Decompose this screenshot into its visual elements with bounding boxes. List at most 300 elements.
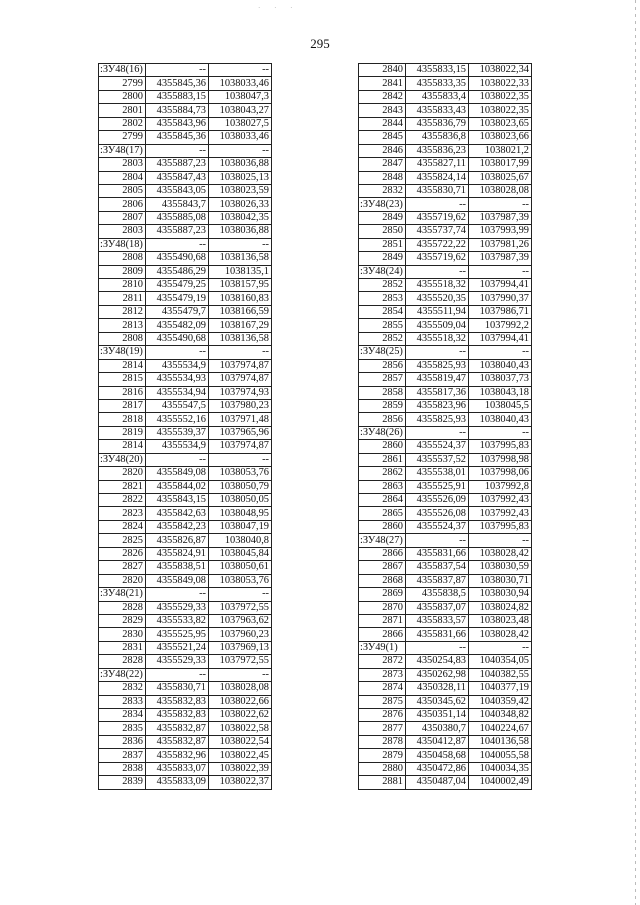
- y-coordinate: 1037972,55: [209, 601, 272, 614]
- table-row: [99, 413, 272, 426]
- scan-edge: [635, 0, 636, 905]
- y-coordinate: 1038166,59: [209, 305, 272, 318]
- table-row: [99, 171, 272, 184]
- x-coordinate: 4355833,57: [406, 614, 469, 627]
- point-number: 2815: [99, 373, 146, 386]
- x-coordinate: 4355479,7: [146, 305, 209, 318]
- point-number: 2841: [359, 77, 406, 90]
- point-number: 2814: [99, 440, 146, 453]
- y-coordinate: 1038047,3: [209, 90, 272, 103]
- point-number: 2840: [359, 64, 406, 77]
- x-coordinate: 4355833,35: [406, 77, 469, 90]
- coordinates-table-left: [98, 63, 272, 790]
- x-coordinate: 4355842,63: [146, 507, 209, 520]
- table-row: [99, 601, 272, 614]
- section-x-placeholder: --: [406, 534, 469, 547]
- x-coordinate: 4355482,09: [146, 319, 209, 332]
- table-row: [359, 184, 532, 197]
- x-coordinate: 4355832,96: [146, 749, 209, 762]
- point-number: 2849: [359, 252, 406, 265]
- x-coordinate: 4355830,71: [146, 682, 209, 695]
- section-label: :ЗУ48(16): [99, 64, 146, 77]
- x-coordinate: 4355547,5: [146, 399, 209, 412]
- y-coordinate: 1038167,29: [209, 319, 272, 332]
- table-row: [359, 332, 532, 345]
- point-number: 2820: [99, 574, 146, 587]
- x-coordinate: 4355825,93: [406, 413, 469, 426]
- point-number: 2832: [99, 682, 146, 695]
- x-coordinate: 4355844,02: [146, 480, 209, 493]
- table-row: [99, 749, 272, 762]
- x-coordinate: 4355843,96: [146, 117, 209, 130]
- y-coordinate: 1038017,99: [469, 158, 532, 171]
- point-number: 2862: [359, 467, 406, 480]
- y-coordinate: 1040354,05: [469, 655, 532, 668]
- section-label: :ЗУ48(25): [359, 346, 406, 359]
- table-row: [99, 762, 272, 775]
- point-number: 2868: [359, 574, 406, 587]
- point-number: 2808: [99, 332, 146, 345]
- x-coordinate: 4355833,4: [406, 90, 469, 103]
- point-number: 2846: [359, 144, 406, 157]
- table-row: [359, 480, 532, 493]
- y-coordinate: 1038022,62: [209, 709, 272, 722]
- point-number: 2857: [359, 373, 406, 386]
- table-row: [359, 574, 532, 587]
- x-coordinate: 4355817,36: [406, 386, 469, 399]
- point-number: 2832: [359, 184, 406, 197]
- x-coordinate: 4355832,83: [146, 695, 209, 708]
- x-coordinate: 4350262,98: [406, 668, 469, 681]
- y-coordinate: 1038028,42: [469, 547, 532, 560]
- y-coordinate: 1038023,48: [469, 614, 532, 627]
- x-coordinate: 4355533,82: [146, 614, 209, 627]
- y-coordinate: 1040136,58: [469, 735, 532, 748]
- table-row: [359, 104, 532, 117]
- y-coordinate: 1038048,95: [209, 507, 272, 520]
- section-header-row: [99, 238, 272, 251]
- x-coordinate: 4350328,11: [406, 682, 469, 695]
- point-number: 2848: [359, 171, 406, 184]
- x-coordinate: 4355722,22: [406, 238, 469, 251]
- x-coordinate: 4355843,15: [146, 494, 209, 507]
- x-coordinate: 4355524,37: [406, 440, 469, 453]
- point-number: 2861: [359, 453, 406, 466]
- table-row: [359, 628, 532, 641]
- x-coordinate: 4355836,23: [406, 144, 469, 157]
- point-number: 2870: [359, 601, 406, 614]
- y-coordinate: 1037990,37: [469, 292, 532, 305]
- table-row: [359, 614, 532, 627]
- table-row: [359, 695, 532, 708]
- y-coordinate: 1037992,8: [469, 480, 532, 493]
- y-coordinate: 1038043,27: [209, 104, 272, 117]
- section-header-row: [359, 198, 532, 211]
- y-coordinate: 1038036,88: [209, 225, 272, 238]
- x-coordinate: 4355490,68: [146, 332, 209, 345]
- x-coordinate: 4355833,09: [146, 776, 209, 789]
- table-row: [99, 225, 272, 238]
- point-number: 2873: [359, 668, 406, 681]
- point-number: 2818: [99, 413, 146, 426]
- y-coordinate: 1038053,76: [209, 467, 272, 480]
- table-row: [99, 426, 272, 439]
- point-number: 2829: [99, 614, 146, 627]
- y-coordinate: 1038023,65: [469, 117, 532, 130]
- y-coordinate: 1037998,06: [469, 467, 532, 480]
- x-coordinate: 4350345,62: [406, 695, 469, 708]
- section-label: :ЗУ48(19): [99, 346, 146, 359]
- x-coordinate: 4355843,7: [146, 198, 209, 211]
- section-header-row: [359, 346, 532, 359]
- point-number: 2865: [359, 507, 406, 520]
- table-row: [99, 373, 272, 386]
- table-row: [359, 292, 532, 305]
- y-coordinate: 1038050,05: [209, 494, 272, 507]
- y-coordinate: 1037981,26: [469, 238, 532, 251]
- x-coordinate: 4355833,43: [406, 104, 469, 117]
- point-number: 2813: [99, 319, 146, 332]
- point-number: 2838: [99, 762, 146, 775]
- point-number: 2834: [99, 709, 146, 722]
- y-coordinate: 1038023,66: [469, 131, 532, 144]
- point-number: 2805: [99, 184, 146, 197]
- y-coordinate: 1040377,19: [469, 682, 532, 695]
- section-header-row: [359, 641, 532, 654]
- section-y-placeholder: --: [209, 453, 272, 466]
- section-header-row: [99, 346, 272, 359]
- y-coordinate: 1037974,93: [209, 386, 272, 399]
- table-row: [99, 695, 272, 708]
- table-row: [359, 440, 532, 453]
- x-coordinate: 4355521,24: [146, 641, 209, 654]
- x-coordinate: 4350380,7: [406, 722, 469, 735]
- point-number: 2860: [359, 440, 406, 453]
- y-coordinate: 1038040,43: [469, 359, 532, 372]
- x-coordinate: 4350487,04: [406, 776, 469, 789]
- section-x-placeholder: --: [146, 144, 209, 157]
- y-coordinate: 1037971,48: [209, 413, 272, 426]
- point-number: 2849: [359, 211, 406, 224]
- x-coordinate: 4355831,66: [406, 547, 469, 560]
- table-row: [359, 171, 532, 184]
- table-row: [359, 682, 532, 695]
- x-coordinate: 4355836,8: [406, 131, 469, 144]
- point-number: 2879: [359, 749, 406, 762]
- point-number: 2823: [99, 507, 146, 520]
- table-row: [359, 64, 532, 77]
- x-coordinate: 4355525,91: [406, 480, 469, 493]
- section-y-placeholder: --: [209, 588, 272, 601]
- y-coordinate: 1038022,39: [209, 762, 272, 775]
- y-coordinate: 1037993,99: [469, 225, 532, 238]
- table-row: [99, 184, 272, 197]
- table-row: [359, 762, 532, 775]
- section-x-placeholder: --: [146, 64, 209, 77]
- y-coordinate: 1038030,59: [469, 561, 532, 574]
- point-number: 2844: [359, 117, 406, 130]
- point-number: 2799: [99, 77, 146, 90]
- section-y-placeholder: --: [469, 426, 532, 439]
- y-coordinate: 1038043,18: [469, 386, 532, 399]
- table-row: [359, 373, 532, 386]
- section-label: :ЗУ48(26): [359, 426, 406, 439]
- y-coordinate: 1038026,33: [209, 198, 272, 211]
- x-coordinate: 4355534,9: [146, 440, 209, 453]
- section-y-placeholder: --: [469, 641, 532, 654]
- table-row: [359, 776, 532, 789]
- point-number: 2852: [359, 332, 406, 345]
- table-row: [99, 90, 272, 103]
- y-coordinate: 1038136,58: [209, 332, 272, 345]
- table-row: [359, 225, 532, 238]
- x-coordinate: 4355833,15: [406, 64, 469, 77]
- y-coordinate: 1038028,08: [209, 682, 272, 695]
- table-row: [359, 601, 532, 614]
- table-row: [99, 655, 272, 668]
- y-coordinate: 1038028,42: [469, 628, 532, 641]
- table-row: [359, 735, 532, 748]
- y-coordinate: 1037986,71: [469, 305, 532, 318]
- y-coordinate: 1038024,82: [469, 601, 532, 614]
- section-x-placeholder: --: [146, 453, 209, 466]
- y-coordinate: 1040002,49: [469, 776, 532, 789]
- table-row: [359, 749, 532, 762]
- x-coordinate: 4355849,08: [146, 574, 209, 587]
- y-coordinate: 1038025,13: [209, 171, 272, 184]
- section-label: :ЗУ49(1): [359, 641, 406, 654]
- point-number: 2864: [359, 494, 406, 507]
- point-number: 2803: [99, 225, 146, 238]
- x-coordinate: 4350412,87: [406, 735, 469, 748]
- table-row: [359, 494, 532, 507]
- point-number: 2835: [99, 722, 146, 735]
- point-number: 2847: [359, 158, 406, 171]
- y-coordinate: 1038045,84: [209, 547, 272, 560]
- point-number: 2803: [99, 158, 146, 171]
- x-coordinate: 4355832,87: [146, 735, 209, 748]
- x-coordinate: 4355534,93: [146, 373, 209, 386]
- y-coordinate: 1037980,23: [209, 399, 272, 412]
- section-label: :ЗУ48(27): [359, 534, 406, 547]
- point-number: 2801: [99, 104, 146, 117]
- table-row: [359, 709, 532, 722]
- x-coordinate: 4355509,04: [406, 319, 469, 332]
- x-coordinate: 4355824,91: [146, 547, 209, 560]
- point-number: 2845: [359, 131, 406, 144]
- point-number: 2828: [99, 601, 146, 614]
- y-coordinate: 1038027,5: [209, 117, 272, 130]
- table-row: [99, 641, 272, 654]
- section-label: :ЗУ48(20): [99, 453, 146, 466]
- section-x-placeholder: --: [146, 346, 209, 359]
- point-number: 2854: [359, 305, 406, 318]
- point-number: 2871: [359, 614, 406, 627]
- y-coordinate: 1037998,98: [469, 453, 532, 466]
- section-header-row: [99, 588, 272, 601]
- table-row: [359, 547, 532, 560]
- point-number: 2874: [359, 682, 406, 695]
- table-row: [99, 77, 272, 90]
- point-number: 2866: [359, 547, 406, 560]
- point-number: 2810: [99, 279, 146, 292]
- x-coordinate: 4355825,93: [406, 359, 469, 372]
- table-row: [99, 198, 272, 211]
- point-number: 2802: [99, 117, 146, 130]
- section-y-placeholder: --: [469, 198, 532, 211]
- y-coordinate: 1038023,59: [209, 184, 272, 197]
- table-row: [359, 117, 532, 130]
- x-coordinate: 4355827,11: [406, 158, 469, 171]
- x-coordinate: 4355842,23: [146, 520, 209, 533]
- section-x-placeholder: --: [146, 588, 209, 601]
- point-number: 2814: [99, 359, 146, 372]
- point-number: 2866: [359, 628, 406, 641]
- point-number: 2822: [99, 494, 146, 507]
- point-number: 2869: [359, 588, 406, 601]
- x-coordinate: 4355529,33: [146, 601, 209, 614]
- table-row: [99, 292, 272, 305]
- x-coordinate: 4355524,37: [406, 520, 469, 533]
- point-number: 2804: [99, 171, 146, 184]
- point-number: 2820: [99, 467, 146, 480]
- point-number: 2867: [359, 561, 406, 574]
- section-label: :ЗУ48(18): [99, 238, 146, 251]
- table-row: [359, 399, 532, 412]
- y-coordinate: 1038033,46: [209, 77, 272, 90]
- point-number: 2843: [359, 104, 406, 117]
- table-row: [99, 735, 272, 748]
- point-number: 2851: [359, 238, 406, 251]
- x-coordinate: 4355539,37: [146, 426, 209, 439]
- table-row: [99, 211, 272, 224]
- x-coordinate: 4355838,5: [406, 588, 469, 601]
- table-row: [99, 265, 272, 278]
- section-y-placeholder: --: [209, 238, 272, 251]
- section-x-placeholder: --: [406, 346, 469, 359]
- table-row: [359, 211, 532, 224]
- table-row: [359, 655, 532, 668]
- point-number: 2863: [359, 480, 406, 493]
- y-coordinate: 1040055,58: [469, 749, 532, 762]
- section-y-placeholder: --: [469, 265, 532, 278]
- section-y-placeholder: --: [209, 64, 272, 77]
- page-number: 295: [310, 36, 330, 51]
- x-coordinate: 4355518,32: [406, 279, 469, 292]
- y-coordinate: 1040382,55: [469, 668, 532, 681]
- x-coordinate: 4355479,25: [146, 279, 209, 292]
- x-coordinate: 4355837,54: [406, 561, 469, 574]
- x-coordinate: 4355529,33: [146, 655, 209, 668]
- x-coordinate: 4350472,86: [406, 762, 469, 775]
- table-row: [99, 614, 272, 627]
- point-number: 2878: [359, 735, 406, 748]
- y-coordinate: 1038030,94: [469, 588, 532, 601]
- section-label: :ЗУ48(21): [99, 588, 146, 601]
- table-row: [99, 279, 272, 292]
- scan-specks: · · ·: [258, 4, 299, 12]
- table-row: [99, 547, 272, 560]
- x-coordinate: 4355838,51: [146, 561, 209, 574]
- table-row: [359, 588, 532, 601]
- point-number: 2807: [99, 211, 146, 224]
- x-coordinate: 4355832,83: [146, 709, 209, 722]
- x-coordinate: 4355837,07: [406, 601, 469, 614]
- section-x-placeholder: --: [406, 265, 469, 278]
- table-row: [99, 776, 272, 789]
- table-row: [359, 252, 532, 265]
- table-row: [359, 305, 532, 318]
- x-coordinate: 4355845,36: [146, 77, 209, 90]
- table-row: [99, 520, 272, 533]
- x-coordinate: 4355884,73: [146, 104, 209, 117]
- point-number: 2877: [359, 722, 406, 735]
- y-coordinate: 1038028,08: [469, 184, 532, 197]
- section-x-placeholder: --: [406, 641, 469, 654]
- section-y-placeholder: --: [469, 346, 532, 359]
- table-row: [99, 467, 272, 480]
- y-coordinate: 1037987,39: [469, 211, 532, 224]
- y-coordinate: 1038022,33: [469, 77, 532, 90]
- table-row: [99, 628, 272, 641]
- table-row: [359, 319, 532, 332]
- point-number: 2833: [99, 695, 146, 708]
- section-label: :ЗУ48(23): [359, 198, 406, 211]
- point-number: 2853: [359, 292, 406, 305]
- point-number: 2817: [99, 399, 146, 412]
- y-coordinate: 1038042,35: [209, 211, 272, 224]
- section-x-placeholder: --: [146, 668, 209, 681]
- y-coordinate: 1038022,54: [209, 735, 272, 748]
- table-row: [359, 90, 532, 103]
- y-coordinate: 1038022,35: [469, 90, 532, 103]
- point-number: 2806: [99, 198, 146, 211]
- point-number: 2800: [99, 90, 146, 103]
- point-number: 2860: [359, 520, 406, 533]
- x-coordinate: 4355518,32: [406, 332, 469, 345]
- y-coordinate: 1037965,96: [209, 426, 272, 439]
- section-y-placeholder: --: [209, 346, 272, 359]
- section-header-row: [359, 426, 532, 439]
- x-coordinate: 4355830,71: [406, 184, 469, 197]
- y-coordinate: 1038022,35: [469, 104, 532, 117]
- y-coordinate: 1038022,34: [469, 64, 532, 77]
- y-coordinate: 1037972,55: [209, 655, 272, 668]
- y-coordinate: 1037960,23: [209, 628, 272, 641]
- table-row: [99, 386, 272, 399]
- y-coordinate: 1038136,58: [209, 252, 272, 265]
- y-coordinate: 1038022,45: [209, 749, 272, 762]
- point-number: 2839: [99, 776, 146, 789]
- x-coordinate: 4355490,68: [146, 252, 209, 265]
- point-number: 2826: [99, 547, 146, 560]
- y-coordinate: 1037995,83: [469, 440, 532, 453]
- x-coordinate: 4355845,36: [146, 131, 209, 144]
- point-number: 2875: [359, 695, 406, 708]
- point-number: 2811: [99, 292, 146, 305]
- x-coordinate: 4355849,08: [146, 467, 209, 480]
- table-row: [99, 682, 272, 695]
- y-coordinate: 1037994,41: [469, 279, 532, 292]
- x-coordinate: 4355823,96: [406, 399, 469, 412]
- x-coordinate: 4355537,52: [406, 453, 469, 466]
- section-x-placeholder: --: [406, 198, 469, 211]
- y-coordinate: 1038021,2: [469, 144, 532, 157]
- x-coordinate: 4355526,09: [406, 494, 469, 507]
- y-coordinate: 1038033,46: [209, 131, 272, 144]
- x-coordinate: 4355719,62: [406, 252, 469, 265]
- point-number: 2859: [359, 399, 406, 412]
